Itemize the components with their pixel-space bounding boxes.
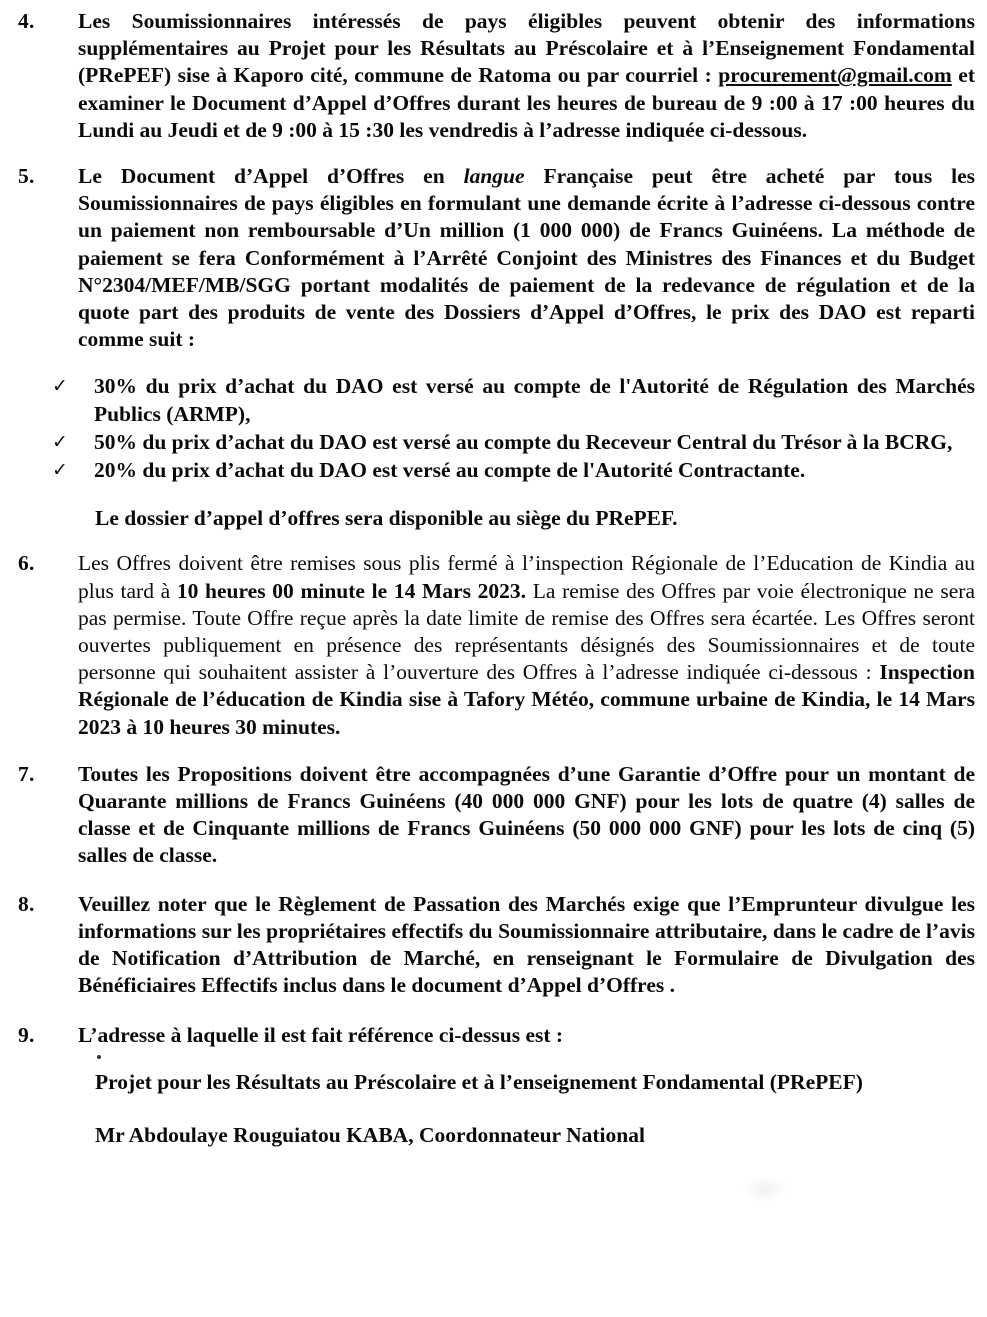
scan-smudge-artifact (742, 1176, 788, 1202)
clause-9-number: 9. (18, 1022, 35, 1047)
list-item (0, 457, 987, 484)
list-item-label: 30% du prix d’achat du DAO est versé au compte de l'Autorité de Régulation des Marchés Publics (ARMP), (94, 374, 975, 426)
clause-5-body (78, 163, 977, 353)
clause-6-text-part-2: La remise des Offres par voie électronique ne sera pas permise. Toute Offre reçue après la date limite de remise des Offres sera écartée. Les Offres seront ouvertes publiquement en présence des représentants désignés des Soumissionnaires et de toute personne qui souhaitent assister à l’ouverture des Offres à l’adresse indiquée ci-dessous : (78, 578, 976, 685)
check-icon: ✓ (52, 375, 68, 398)
dao-price-split-list (0, 373, 987, 484)
check-icon: ✓ (52, 430, 68, 453)
clause-6-venue-bold: Inspection Régionale de l’éducation de Kindia sise à Tafory Météo, commune urbaine de Kindia, le 14 Mars 2023 à 10 heures 30 minutes. (78, 660, 975, 739)
clause-5-italic-run: langue (463, 164, 525, 189)
list-item-label: 50% du prix d’achat du DAO est versé au compte du Receveur Central du Trésor à la BCRG, (94, 429, 953, 454)
clause-4-text-part-1: Les Soumissionnaires intéressés de pays éligibles peuvent obtenir des informations supplémentaires au Projet pour les Résultats au Préscolaire et à l’Enseignement Fondamental (PRePEF) sise à Kaporo cité, commune de Ratoma ou par courriel : (78, 9, 975, 88)
clause-6-deadline-bold: 10 heures 00 minute le 14 Mars 2023. (176, 578, 527, 603)
document-page (0, 8, 987, 1317)
clause-8 (0, 891, 987, 1000)
email-link[interactable]: procurement@gmail.com (718, 63, 952, 88)
check-icon: ✓ (52, 459, 68, 482)
address-block (95, 1055, 987, 1149)
clause-6-number: 6. (18, 551, 35, 576)
clause-5-text-part-2: Française peut être acheté par tous les Soumissionnaires de pays éligibles en formulant une demande écrite à l’adresse ci-dessous contre un paiement non remboursable d’Un million (1 000 000) de Francs Guinéens. La méthode de paiement se fera Conformément à l’Arrêté Conjoint des Ministres des Finances et du Budget N°2304/MEF/MB/SGG portant modalités de paiement de la redevance de régulation et de la quote part des produits de vente des Dossiers d’Appel d’Offres, le prix des DAO est reparti comme suit : (78, 164, 975, 352)
clause-6-text-part-1: Les Offres doivent être remises sous plis fermé à l’inspection Régionale de l’Education de Kindia au plus tard à (78, 551, 975, 603)
clause-8-number: 8. (18, 891, 35, 916)
clause-4 (0, 8, 987, 144)
clause-5-text-part-1: Le Document d’Appel d’Offres en (78, 164, 464, 189)
clause-9 (0, 1022, 987, 1049)
clause-5-number: 5. (18, 164, 35, 189)
clause-6-body (78, 550, 977, 740)
list-item-label: 20% du prix d’achat du DAO est versé au compte de l'Autorité Contractante. (94, 458, 806, 483)
list-item (0, 373, 987, 427)
clause-7 (0, 761, 987, 870)
clause-7-body: Toutes les Propositions doivent être accompagnées d’une Garantie d’Offre pour un montant de Quarante millions de Francs Guinéens (40 000 000 GNF) pour les lots de quatre (4) salles de classe et de Cinquante millions de Francs Guinéens (50 000 000 GNF) pour les lots de cinq (5) salles de classe. (78, 761, 975, 868)
dossier-availability-note: Le dossier d’appel d’offres sera disponible au siège du PRePEF. (95, 506, 678, 531)
address-project-line: Projet pour les Résultats au Préscolaire et à l’enseignement Fondamental (PRePEF) (95, 1069, 863, 1094)
list-item (0, 429, 987, 456)
clause-9-body: L’adresse à laquelle il est fait référence ci-dessus est : (78, 1022, 564, 1047)
clause-4-text-part-2: et examiner le Document d’Appel d’Offres durant les heures de bureau de 9 :00 à 17 :00 heures du Lundi au Jeudi et de 9 :00 à 15 :30 les vendredis à l’adresse indiquée ci-dessous. (78, 63, 975, 142)
stray-dot-mark (97, 1055, 101, 1059)
clause-4-body (78, 8, 977, 144)
address-person-line: Mr Abdoulaye Rouguiatou KABA, Coordonnateur National (95, 1122, 645, 1147)
clause-8-body: Veuillez noter que le Règlement de Passation des Marchés exige que l’Emprunteur divulgue les informations sur les propriétaires effectifs du Soumissionnaire attributaire, dans le cadre de l’avis de Notification d’Attribution de Marché, en renseignant le Formulaire de Divulgation des Bénéficiaires Effectifs inclus dans le document d’Appel d’Offres . (78, 891, 975, 998)
clause-4-number: 4. (18, 9, 35, 33)
clause-6 (0, 550, 987, 740)
clause-7-number: 7. (18, 761, 35, 786)
clause-5 (0, 163, 987, 353)
